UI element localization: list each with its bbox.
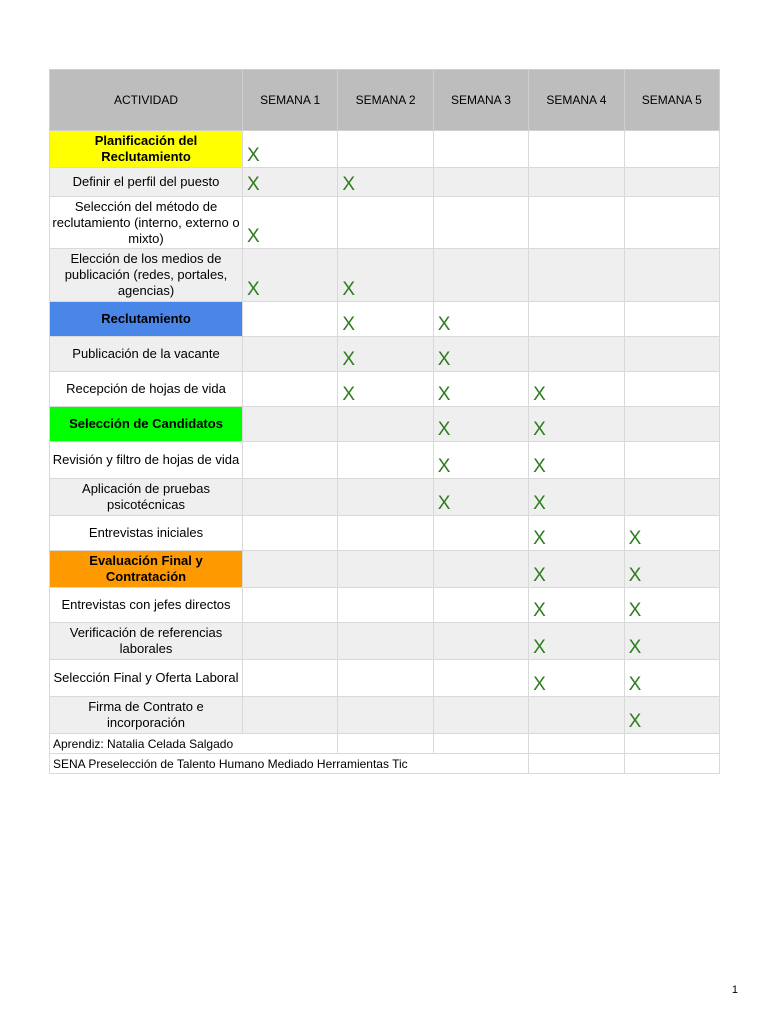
- week-cell: [338, 516, 433, 551]
- week-cell: [529, 131, 624, 168]
- week-mark: X: [338, 302, 433, 337]
- week-cell: [243, 588, 338, 623]
- week-mark: X: [624, 623, 719, 660]
- week-cell: [624, 407, 719, 442]
- phase-label-planificacion: Planificación del Reclutamiento: [50, 131, 243, 168]
- header-row: [50, 70, 720, 131]
- activity-label: Elección de los medios de publicación (redes, portales, agencias): [50, 249, 243, 302]
- page-number: 1: [731, 984, 738, 996]
- activity-row: [50, 168, 720, 197]
- week-cell: [529, 197, 624, 249]
- author-text: Aprendiz: Natalia Celada Salgado: [50, 734, 338, 754]
- phase-row-planificacion: [50, 131, 720, 168]
- week-cell: [433, 623, 528, 660]
- week-mark: X: [529, 551, 624, 588]
- week-cell: [338, 623, 433, 660]
- header-actividad: ACTIVIDAD: [50, 70, 243, 131]
- activity-label: Aplicación de pruebas psicotécnicas: [50, 479, 243, 516]
- activity-schedule-table: [49, 69, 720, 774]
- week-cell: [243, 337, 338, 372]
- empty-cell: [529, 734, 624, 754]
- footer-author-row: [50, 734, 720, 754]
- week-cell: [624, 337, 719, 372]
- activity-label: Selección del método de reclutamiento (interno, externo o mixto): [50, 197, 243, 249]
- week-cell: [624, 131, 719, 168]
- week-cell: [433, 197, 528, 249]
- activity-row: [50, 197, 720, 249]
- week-mark: X: [338, 249, 433, 302]
- week-cell: [243, 407, 338, 442]
- week-cell: [338, 442, 433, 479]
- header-semana-5: SEMANA 5: [624, 70, 719, 131]
- week-cell: [338, 660, 433, 697]
- week-mark: X: [529, 479, 624, 516]
- week-mark: X: [624, 697, 719, 734]
- week-cell: [433, 516, 528, 551]
- phase-label-seleccion: Selección de Candidatos: [50, 407, 243, 442]
- week-cell: [529, 249, 624, 302]
- week-cell: [243, 479, 338, 516]
- week-mark: X: [529, 407, 624, 442]
- week-cell: [338, 197, 433, 249]
- week-mark: X: [529, 442, 624, 479]
- week-cell: [433, 697, 528, 734]
- phase-label-reclutamiento: Reclutamiento: [50, 302, 243, 337]
- week-mark: X: [243, 249, 338, 302]
- week-mark: X: [243, 131, 338, 168]
- header-semana-4: SEMANA 4: [529, 70, 624, 131]
- week-mark: X: [243, 197, 338, 249]
- week-cell: [338, 588, 433, 623]
- week-mark: X: [529, 660, 624, 697]
- activity-label: Entrevistas con jefes directos: [50, 588, 243, 623]
- activity-row: [50, 660, 720, 697]
- week-cell: [624, 168, 719, 197]
- week-mark: X: [529, 588, 624, 623]
- week-cell: [433, 660, 528, 697]
- activity-row: [50, 249, 720, 302]
- week-mark: X: [433, 337, 528, 372]
- header-semana-1: SEMANA 1: [243, 70, 338, 131]
- week-cell: [529, 302, 624, 337]
- activity-row: [50, 697, 720, 734]
- week-cell: [243, 697, 338, 734]
- schedule-sheet: [49, 69, 719, 774]
- week-mark: X: [624, 588, 719, 623]
- week-mark: X: [338, 337, 433, 372]
- phase-row-reclutamiento: [50, 302, 720, 337]
- week-cell: [433, 249, 528, 302]
- week-mark: X: [338, 372, 433, 407]
- phase-row-seleccion: [50, 407, 720, 442]
- footer-program-row: [50, 754, 720, 774]
- week-cell: [243, 372, 338, 407]
- week-cell: [243, 623, 338, 660]
- activity-label: Recepción de hojas de vida: [50, 372, 243, 407]
- program-text: SENA Preselección de Talento Humano Mediado Herramientas Tic: [50, 754, 529, 774]
- week-cell: [243, 442, 338, 479]
- week-cell: [433, 551, 528, 588]
- week-cell: [433, 588, 528, 623]
- week-mark: X: [529, 372, 624, 407]
- empty-cell: [624, 754, 719, 774]
- week-mark: X: [433, 302, 528, 337]
- week-cell: [624, 372, 719, 407]
- week-mark: X: [529, 623, 624, 660]
- activity-label: Publicación de la vacante: [50, 337, 243, 372]
- empty-cell: [529, 754, 624, 774]
- header-semana-2: SEMANA 2: [338, 70, 433, 131]
- week-mark: X: [433, 407, 528, 442]
- activity-label: Definir el perfil del puesto: [50, 168, 243, 197]
- activity-row: [50, 442, 720, 479]
- activity-row: [50, 588, 720, 623]
- week-mark: X: [624, 516, 719, 551]
- week-cell: [338, 551, 433, 588]
- week-mark: X: [529, 516, 624, 551]
- week-cell: [624, 197, 719, 249]
- week-mark: X: [433, 372, 528, 407]
- week-cell: [433, 131, 528, 168]
- week-mark: X: [433, 479, 528, 516]
- week-cell: [529, 697, 624, 734]
- week-cell: [624, 479, 719, 516]
- phase-row-evaluacion: [50, 551, 720, 588]
- week-cell: [243, 660, 338, 697]
- week-cell: [243, 551, 338, 588]
- week-cell: [338, 407, 433, 442]
- week-cell: [338, 479, 433, 516]
- empty-cell: [433, 734, 528, 754]
- week-cell: [624, 442, 719, 479]
- activity-label: Selección Final y Oferta Laboral: [50, 660, 243, 697]
- week-cell: [433, 168, 528, 197]
- activity-label: Verificación de referencias laborales: [50, 623, 243, 660]
- week-cell: [529, 168, 624, 197]
- activity-label: Entrevistas iniciales: [50, 516, 243, 551]
- phase-label-evaluacion: Evaluación Final y Contratación: [50, 551, 243, 588]
- activity-row: [50, 337, 720, 372]
- activity-row: [50, 372, 720, 407]
- activity-row: [50, 479, 720, 516]
- activity-label: Revisión y filtro de hojas de vida: [50, 442, 243, 479]
- week-cell: [338, 697, 433, 734]
- activity-row: [50, 516, 720, 551]
- empty-cell: [338, 734, 433, 754]
- week-mark: X: [624, 551, 719, 588]
- empty-cell: [624, 734, 719, 754]
- week-mark: X: [433, 442, 528, 479]
- week-cell: [338, 131, 433, 168]
- week-cell: [243, 516, 338, 551]
- week-mark: X: [243, 168, 338, 197]
- header-semana-3: SEMANA 3: [433, 70, 528, 131]
- week-mark: X: [624, 660, 719, 697]
- week-cell: [624, 249, 719, 302]
- week-mark: X: [338, 168, 433, 197]
- week-cell: [243, 302, 338, 337]
- activity-row: [50, 623, 720, 660]
- week-cell: [624, 302, 719, 337]
- activity-label: Firma de Contrato e incorporación: [50, 697, 243, 734]
- week-cell: [529, 337, 624, 372]
